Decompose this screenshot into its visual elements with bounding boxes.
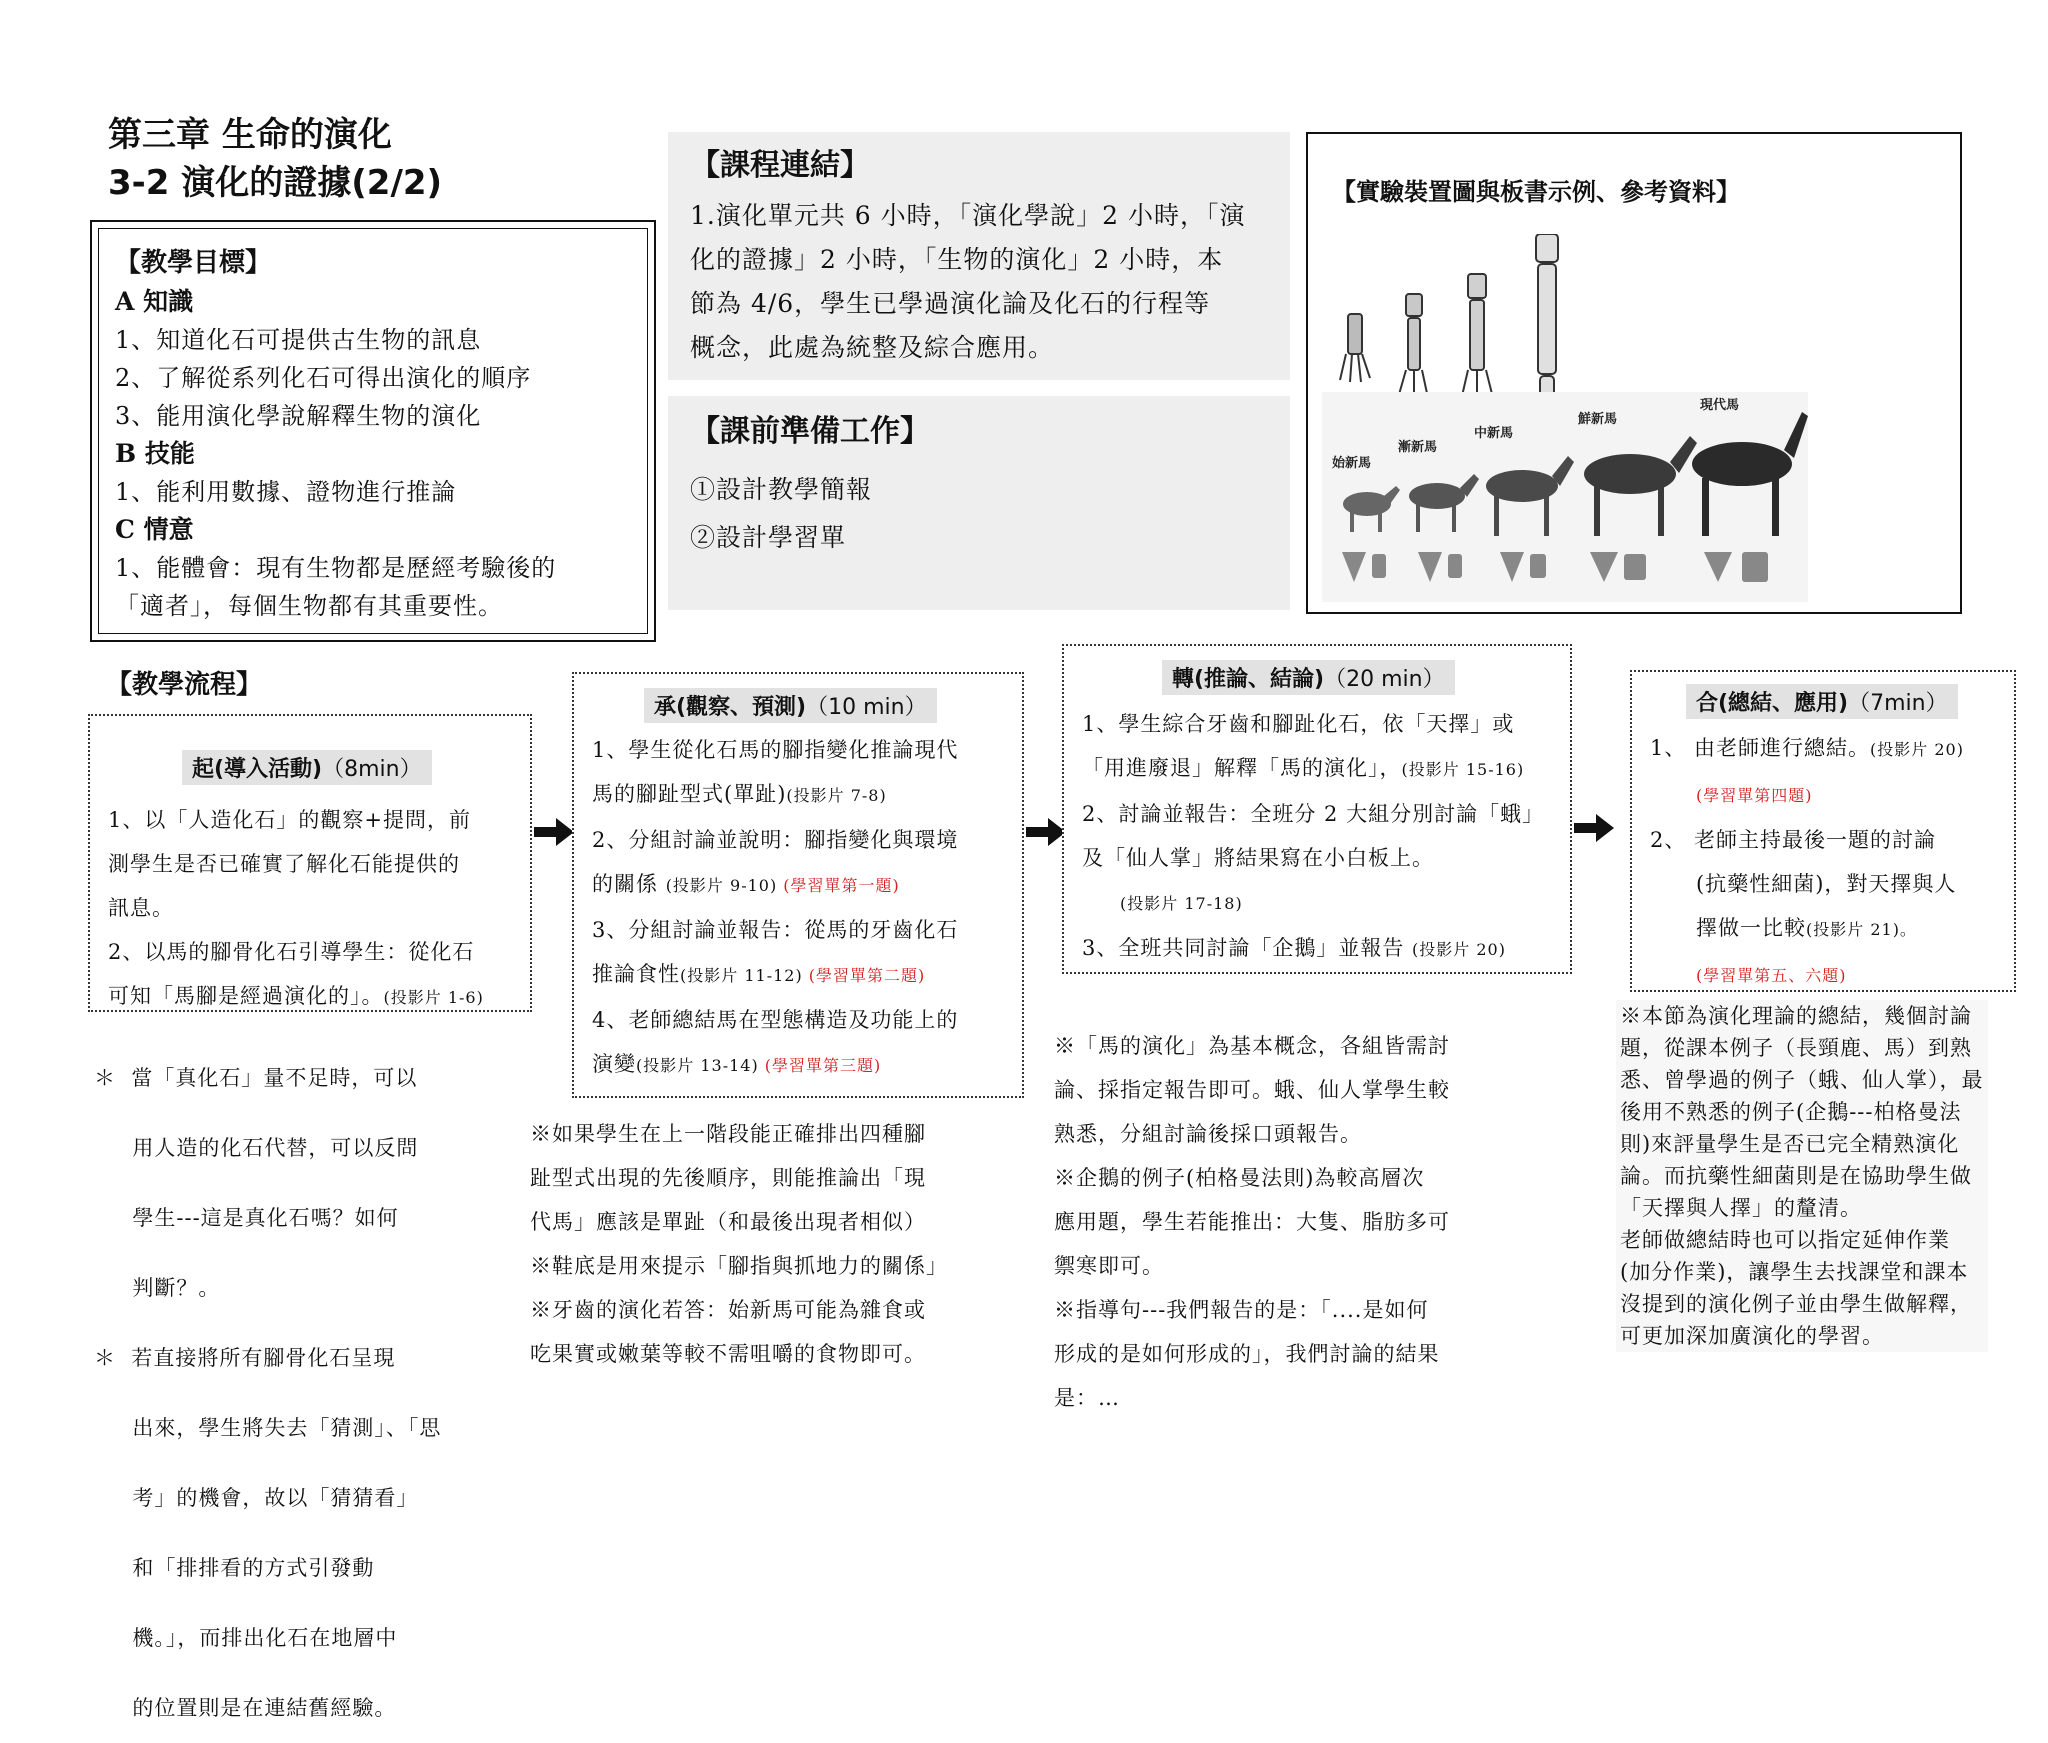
stage4-line: (抗藥性細菌)，對天擇與人: [1696, 872, 1957, 896]
flow-arrow-icon: [534, 818, 574, 846]
stage4-head-label: 合(總結、應用): [1696, 691, 1849, 716]
knowledge-item: 3、能用演化學說解釋生物的演化: [115, 402, 482, 430]
horse-label: 現代馬: [1700, 398, 1740, 413]
affect-label: C 情意: [115, 515, 194, 544]
slide-ref: (投影片 13-14): [636, 1056, 759, 1075]
stage3-head-label: 轉(推論、結論): [1172, 667, 1325, 692]
course-link-line: 1.演化單元共 6 小時，「演化學說」2 小時，「演: [690, 201, 1246, 230]
stage2-line: [592, 952, 958, 998]
note-line: 論、採指定報告即可。蛾、仙人掌學生較: [1054, 1078, 1450, 1102]
note-line: 可更加深加廣演化的學習。: [1620, 1324, 1884, 1348]
reference-box: [1306, 132, 1962, 614]
note-line: 趾型式出現的先後順序，則能推論出「現: [530, 1166, 926, 1190]
stage1-line: [108, 974, 484, 1020]
stage3-notes: [1054, 1024, 1450, 1420]
course-link-line: 節為 4/6，學生已學過演化論及化石的行程等: [690, 289, 1211, 318]
stage1-line: 1、以「人造化石」的觀察+提問，前: [108, 808, 471, 832]
note-line: 老師做總結時也可以指定延伸作業: [1620, 1228, 1950, 1252]
skill-label: B 技能: [115, 439, 195, 468]
slide-ref: (投影片 17-18): [1120, 894, 1243, 913]
knowledge-item: 2、了解從系列化石可得出演化的順序: [115, 364, 532, 392]
stage2-head-label: 承(觀察、預測): [654, 695, 807, 720]
flow-arrow-icon: [1026, 818, 1066, 846]
course-link-line: 概念，此處為統整及綜合應用。: [690, 333, 1055, 362]
note-line: 出來，學生將失去「猜測」、「思: [94, 1416, 442, 1440]
affect-item: 1、能體會：現有生物都是歷經考驗後的: [115, 554, 557, 582]
note-line: ＊ 若直接將所有腳骨化石呈現: [94, 1346, 396, 1370]
horse-evolution-illustration: [1322, 392, 1808, 602]
note-line: 學生---這是真化石嗎？如何: [94, 1206, 399, 1230]
slide-ref: (投影片 15-16): [1401, 760, 1525, 779]
horse-label: 鮮新馬: [1578, 412, 1618, 427]
stage3-line-text: 3、全班共同討論「企鵝」並報告: [1082, 936, 1413, 960]
note-line: 「天擇與人擇」的釐清。: [1620, 1196, 1862, 1220]
horse-label: 中新馬: [1474, 426, 1514, 441]
horse-label: 始新馬: [1332, 456, 1372, 471]
worksheet-ref: (學習單第二題): [802, 966, 926, 985]
note-line: ※「馬的演化」為基本概念，各組皆需討: [1054, 1034, 1450, 1058]
prep-item: ①設計教學簡報: [690, 475, 873, 504]
stage4-line: 2、 老師主持最後一題的討論: [1650, 828, 1937, 852]
stage4-line: [1650, 906, 1964, 952]
note-line: ※企鵝的例子(柏格曼法則)為較高層次: [1054, 1166, 1425, 1190]
note-line: 用人造的化石代替，可以反問: [94, 1136, 419, 1160]
stage1-head-label: 起(導入活動): [192, 757, 323, 782]
objectives-box: [90, 220, 656, 642]
stage4-box: [1630, 670, 2016, 992]
stage1-time: （8min）: [322, 757, 422, 782]
note-line: 禦寒即可。: [1054, 1254, 1164, 1278]
stage1-notes: [94, 1024, 441, 1743]
note-line: (加分作業)，讓學生去找課堂和課本: [1620, 1260, 1969, 1284]
slide-ref: (投影片 1-6): [383, 988, 484, 1007]
worksheet-ref: (學習單第四題): [1696, 786, 1813, 805]
stage4-time: （7min）: [1848, 691, 1948, 716]
note-line: 悉、曾學過的例子（蛾、仙人掌），最: [1620, 1068, 1984, 1092]
note-line: 吃果實或嫩葉等較不需咀嚼的食物即可。: [530, 1342, 926, 1366]
stage1-line: 測學生是否已確實了解化石能提供的: [108, 852, 460, 876]
stage2-line-text: 推論食性: [592, 962, 680, 986]
note-line: 熟悉，分組討論後採口頭報告。: [1054, 1122, 1362, 1146]
stage4-line-text: 1、 由老師進行總結。: [1650, 736, 1871, 760]
note-line: 論。而抗藥性細菌則是在協助學生做: [1620, 1164, 1972, 1188]
section-title: 3-2 演化的證據(2/2): [108, 163, 443, 203]
slide-ref: (投影片 20): [1870, 740, 1964, 759]
prep-title: 【課前準備工作】: [690, 414, 930, 449]
worksheet-ref: (學習單第三題): [758, 1056, 882, 1075]
stage2-line-text: 演變: [592, 1052, 636, 1076]
stage2-line-text: 馬的腳趾型式(單趾): [592, 782, 787, 806]
stage1-box: [88, 714, 532, 1012]
note-line: 沒提到的演化例子並由學生做解釋，: [1620, 1292, 1972, 1316]
slide-ref: (投影片 21)。: [1806, 920, 1917, 939]
stage4-line: [1650, 952, 1964, 998]
note-line: 形成的是如何形成的」，我們討論的結果: [1054, 1342, 1440, 1366]
note-line: ※牙齒的演化若答：始新馬可能為雜食或: [530, 1298, 926, 1322]
slide-ref: (投影片 7-8): [786, 786, 887, 805]
note-line: 的位置則是在連結舊經驗。: [94, 1696, 397, 1720]
prep-panel: [668, 396, 1290, 610]
stage4-line: [1650, 726, 1964, 772]
stage2-notes: [530, 1112, 948, 1376]
stage3-box: [1062, 644, 1572, 974]
note-line: 題，從課本例子（長頸鹿、馬）到熟: [1620, 1036, 1972, 1060]
flow-arrow-icon: [1574, 814, 1614, 842]
stage1-line: 訊息。: [108, 896, 174, 920]
stage2-line: 2、分組討論並說明：腳指變化與環境: [592, 828, 959, 852]
note-line: ※如果學生在上一階段能正確排出四種腳: [530, 1122, 926, 1146]
knowledge-item: 1、知道化石可提供古生物的訊息: [115, 326, 482, 354]
stage1-heading: [182, 750, 432, 785]
stage4-line-text: 擇做一比較: [1696, 916, 1806, 940]
worksheet-ref: (學習單第五、六題): [1696, 966, 1847, 985]
horse-label: 漸新馬: [1398, 440, 1438, 455]
stage3-line: [1082, 880, 1544, 926]
objectives-title: 【教學目標】: [115, 248, 272, 278]
stage2-box: [572, 672, 1024, 1098]
slide-ref: (投影片 11-12): [680, 966, 803, 985]
course-link-title: 【課程連結】: [690, 148, 870, 183]
note-line: ※指導句---我們報告的是：「....是如何: [1054, 1298, 1429, 1322]
flow-title: 【教學流程】: [106, 670, 263, 700]
stage3-time: （20 min）: [1324, 667, 1445, 692]
worksheet-ref: (學習單第一題): [777, 876, 900, 895]
stage2-heading: [644, 688, 937, 723]
stage3-line: 1、學生綜合牙齒和腳趾化石，依「天擇」或: [1082, 712, 1515, 736]
stage1-line-text: 可知「馬腳是經過演化的」。: [108, 984, 384, 1008]
stage2-line: 1、學生從化石馬的腳指變化推論現代: [592, 738, 959, 762]
stage4-line: [1650, 772, 1964, 818]
note-line: 和「排排看的方式引發動: [94, 1556, 375, 1580]
stage2-time: （10 min）: [806, 695, 927, 720]
skill-item: 1、能利用數據、證物進行推論: [115, 478, 457, 506]
note-line: 則)來評量學生是否已完全精熟演化: [1620, 1132, 1960, 1156]
stage4-notes: [1616, 1000, 1988, 1352]
reference-title: 【實驗裝置圖與板書示例、參考資料】: [1332, 178, 1740, 206]
note-line: ＊ 當「真化石」量不足時，可以: [94, 1066, 418, 1090]
stage4-heading: [1686, 684, 1958, 719]
note-line: 代馬」應該是單趾（和最後出現者相似）: [530, 1210, 926, 1234]
stage3-line-text: 「用進廢退」解釋「馬的演化」，: [1082, 756, 1402, 780]
course-link-panel: [668, 132, 1290, 380]
chapter-title: 第三章 生命的演化: [108, 115, 392, 155]
stage1-line: 2、以馬的腳骨化石引導學生：從化石: [108, 940, 475, 964]
stage3-heading: [1162, 660, 1455, 695]
stage2-line-text: 的關係: [592, 872, 666, 896]
stage3-line: [1082, 926, 1544, 972]
note-line: 機。」，而排出化石在地層中: [94, 1626, 398, 1650]
stage2-line: 4、老師總結馬在型態構造及功能上的: [592, 1008, 959, 1032]
affect-item: 「適者」，每個生物都有其重要性。: [115, 592, 503, 620]
stage2-line: [592, 1042, 958, 1088]
stage3-line: 及「仙人掌」將結果寫在小白板上。: [1082, 846, 1434, 870]
note-line: 後用不熟悉的例子(企鵝---柏格曼法: [1620, 1100, 1962, 1124]
knowledge-label: A 知識: [115, 287, 194, 316]
note-line: 考」的機會，故以「猜猜看」: [94, 1486, 419, 1510]
note-line: ※鞋底是用來提示「腳指與抓地力的關係」: [530, 1254, 948, 1278]
slide-ref: (投影片 9-10): [665, 876, 778, 895]
note-line: 是：…: [1054, 1386, 1120, 1410]
stage3-line: 2、討論並報告：全班分 2 大組分別討論「蛾」: [1082, 802, 1545, 826]
slide-ref: (投影片 20): [1412, 940, 1506, 959]
stage3-line: [1082, 746, 1544, 792]
stage2-line: [592, 772, 958, 818]
note-line: 應用題，學生若能推出：大隻、脂肪多可: [1054, 1210, 1450, 1234]
course-link-line: 化的證據」2 小時，「生物的演化」2 小時，本: [690, 245, 1224, 274]
prep-item: ②設計學習單: [690, 523, 847, 552]
note-line: 判斷？。: [94, 1276, 221, 1300]
note-line: ※本節為演化理論的總結，幾個討論: [1620, 1004, 1972, 1028]
stage2-line: 3、分組討論並報告：從馬的牙齒化石: [592, 918, 959, 942]
stage2-line: [592, 862, 958, 908]
